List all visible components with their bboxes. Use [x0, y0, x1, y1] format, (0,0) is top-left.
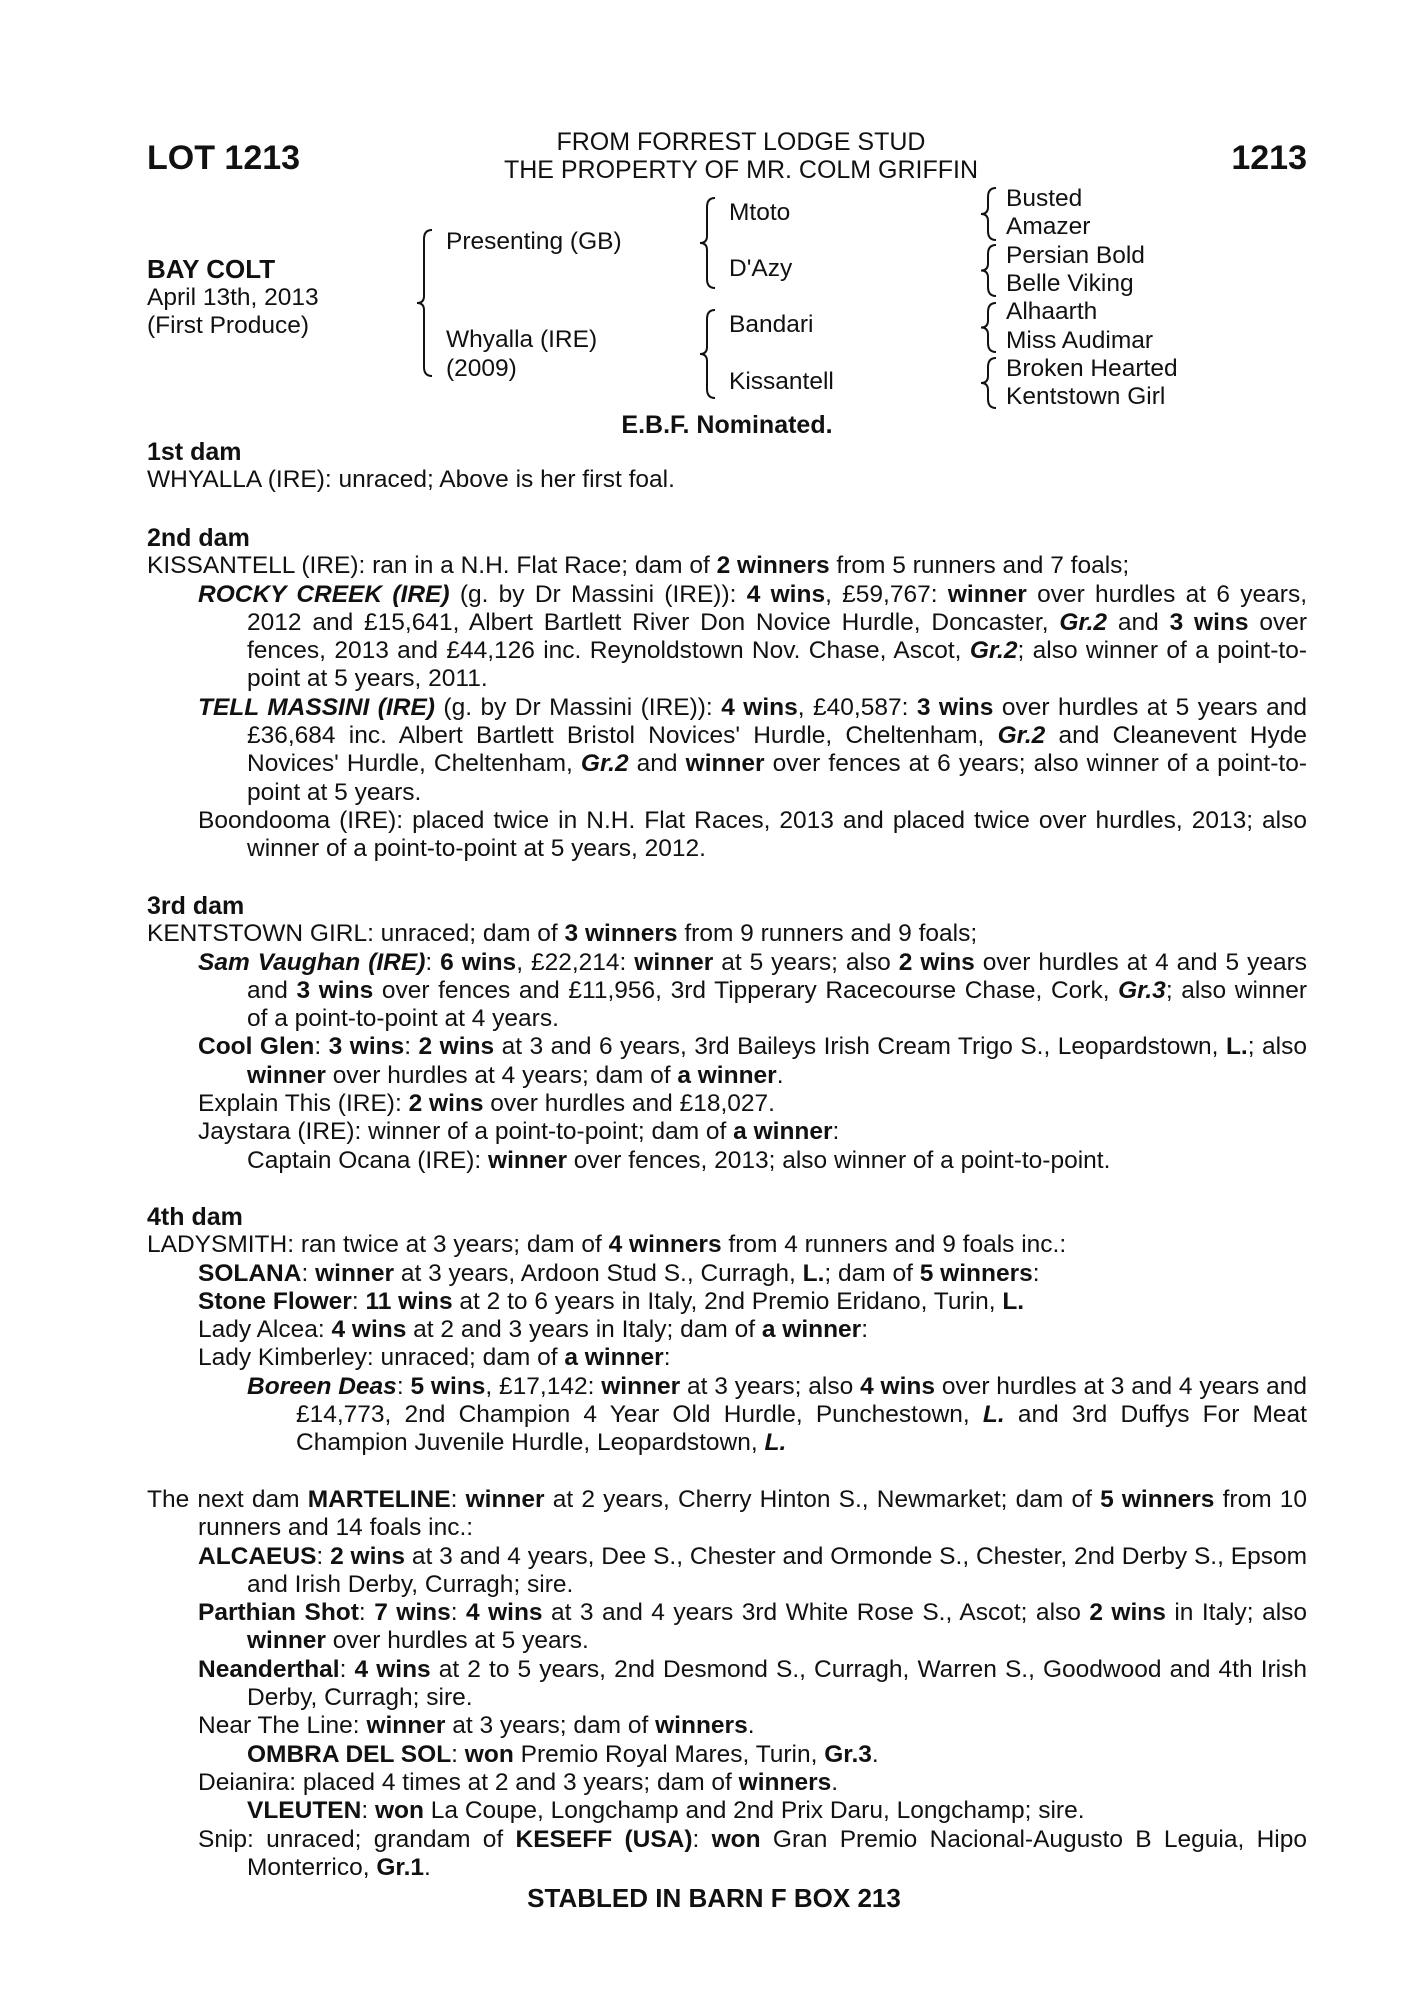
- pedigree-great-grandparent: Amazer: [1006, 213, 1091, 241]
- section-heading: 2nd dam: [147, 524, 250, 552]
- emphasis-text: winner: [601, 1372, 681, 1400]
- entry-text: and: [1107, 608, 1170, 636]
- progeny-entry: [147, 1797, 1307, 1825]
- pedigree-great-grandparent: Busted: [1006, 185, 1083, 212]
- section-heading: 3rd dam: [147, 892, 245, 920]
- entry-text: over hurdles at 4 years; dam of: [325, 1061, 678, 1089]
- entry-text: over fences at 6 years; also winner of a point-to-point at 5 years.: [247, 750, 1307, 806]
- progeny-entry: [147, 1656, 1307, 1713]
- entry-text: Snip: unraced; grandam of: [198, 1825, 516, 1853]
- entry-text: , £40,587:: [797, 693, 917, 721]
- horse-description: BAY COLT: [147, 254, 276, 284]
- emphasis-text: 2 wins: [1089, 1599, 1166, 1627]
- entry-text: :: [351, 1287, 366, 1315]
- progeny-entry: [147, 1826, 1307, 1883]
- entry-text: Lady Kimberley: unraced; dam of: [198, 1344, 565, 1372]
- entry-text: (g. by Dr Massini (IRE)):: [449, 580, 747, 608]
- pedigree-great-grandparent: Broken Hearted: [1006, 354, 1178, 382]
- emphasis-text: L.: [1225, 1033, 1248, 1061]
- emphasis-text: Gr.3: [824, 1740, 872, 1768]
- emphasis-text: 4 wins: [466, 1599, 543, 1627]
- entry-text: at 2 to 6 years in Italy, 2nd Premio Eridano, Turin,: [452, 1287, 1003, 1315]
- entry-text: at 3 years; dam of: [445, 1712, 656, 1740]
- emphasis-text: Gr.2: [969, 637, 1018, 665]
- progeny-entry: [147, 1316, 1307, 1344]
- entry-text: :: [339, 1655, 355, 1683]
- emphasis-text: won: [464, 1740, 514, 1768]
- emphasis-text: Boreen Deas: [247, 1372, 397, 1400]
- emphasis-text: winner: [247, 1627, 326, 1655]
- entry-text: WHYALLA (IRE): unraced; Above is her first foal.: [147, 466, 675, 494]
- emphasis-text: Neanderthal: [198, 1655, 340, 1683]
- progeny-entry: [147, 1344, 1307, 1372]
- emphasis-text: VLEUTEN: [247, 1797, 362, 1825]
- emphasis-text: 2 wins: [898, 948, 975, 976]
- emphasis-text: 3 wins: [916, 693, 994, 721]
- entry-text: in Italy; also: [1165, 1599, 1308, 1627]
- entry-text: over fences and £11,956, 3rd Tipperary Racecourse Chase, Cork,: [373, 976, 1119, 1004]
- entry-text: KISSANTELL (IRE): ran in a N.H. Flat Race; dam of: [147, 552, 717, 580]
- entry-text: Lady Alcea:: [198, 1316, 332, 1344]
- entry-text: at 2 to 5 years, 2nd Desmond S., Curragh, Warren S., Goodwood and 4th Irish Derby, Curragh; sire.: [247, 1655, 1307, 1712]
- emphasis-text: 2 wins: [330, 1542, 405, 1570]
- emphasis-text: 4 wins: [331, 1316, 407, 1344]
- emphasis-text: ALCAEUS: [198, 1542, 317, 1570]
- progeny-entry: [147, 1288, 1307, 1316]
- progeny-entry: [147, 1260, 1307, 1288]
- emphasis-text: Cool Glen: [198, 1033, 315, 1061]
- entry-text: at 3 and 4 years 3rd White Rose S., Ascot; also: [542, 1599, 1090, 1627]
- emphasis-text: L.: [802, 1259, 825, 1287]
- entry-text: from 9 runners and 9 foals;: [677, 920, 978, 948]
- emphasis-text: MARTELINE: [307, 1486, 451, 1513]
- entry-text: .: [776, 1061, 784, 1089]
- brace: [981, 188, 996, 240]
- emphasis-text: 3 wins: [1169, 608, 1249, 636]
- progeny-entry: [147, 1373, 1307, 1458]
- entry-text: , £59,767:: [825, 580, 948, 608]
- emphasis-text: winner: [366, 1712, 446, 1740]
- entry-text: at 3 and 4 years, Dee S., Chester and Ormonde S., Chester, 2nd Derby S., Epsom and Irish Derby, Curragh; sire.: [247, 1542, 1307, 1598]
- entry-text: over hurdles at 5 years.: [325, 1627, 589, 1655]
- stabling-info: STABLED IN BARN F BOX 213: [527, 1883, 901, 1913]
- progeny-entry: [147, 1090, 1307, 1118]
- entry-text: .: [424, 1853, 431, 1881]
- progeny-entry: [147, 1712, 1307, 1740]
- entry-text: :: [358, 1599, 375, 1627]
- emphasis-text: TELL MASSINI (IRE): [198, 693, 435, 721]
- entry-text: Jaystara (IRE): winner of a point-to-point; dam of: [198, 1118, 734, 1146]
- dam-section: [147, 1486, 1307, 1882]
- entry-text: Deianira: placed 4 times at 2 and 3 years; dam of: [198, 1768, 739, 1796]
- entry-text: from 5 runners and 7 foals;: [829, 552, 1130, 580]
- entry-text: :: [316, 1542, 331, 1570]
- dam-section: [147, 524, 1307, 864]
- emphasis-text: winners: [738, 1768, 832, 1796]
- emphasis-text: L.: [982, 1401, 1005, 1429]
- brace: [417, 230, 432, 376]
- progeny-entry: [147, 466, 1307, 494]
- entry-text: .: [747, 1712, 755, 1740]
- pedigree-grandparent: Mtoto: [729, 199, 791, 226]
- entry-text: :: [832, 1118, 840, 1146]
- emphasis-text: winner: [488, 1146, 567, 1174]
- progeny-entry: [147, 1741, 1307, 1769]
- pedigree-great-grandparent: Belle Viking: [1006, 269, 1134, 297]
- entry-text: , £22,214:: [516, 948, 635, 976]
- entry-text: :: [450, 1599, 466, 1627]
- emphasis-text: winner: [315, 1259, 395, 1287]
- pedigree-sire: Presenting (GB): [446, 228, 622, 255]
- emphasis-text: 5 winners: [919, 1259, 1033, 1287]
- emphasis-text: KESEFF (USA): [515, 1825, 693, 1853]
- emphasis-text: Sam Vaughan (IRE): [198, 948, 426, 976]
- consignor-line: FROM FORREST LODGE STUD: [556, 128, 926, 156]
- entry-text: :: [692, 1825, 712, 1853]
- emphasis-text: a winner: [564, 1344, 664, 1372]
- section-heading: 1st dam: [147, 438, 242, 466]
- lot-title: LOT 1213: [147, 139, 301, 177]
- entry-text: :: [404, 1033, 419, 1061]
- pedigree-dam-year: (2009): [446, 355, 517, 382]
- emphasis-text: 3 winners: [564, 920, 678, 948]
- entry-text: from 4 runners and 9 foals inc.:: [721, 1231, 1067, 1259]
- progeny-entry: [147, 807, 1307, 864]
- emphasis-text: a winner: [761, 1316, 862, 1344]
- entry-text: :: [396, 1372, 411, 1400]
- entry-text: Boondooma (IRE): placed twice in N.H. Flat Races, 2013 and placed twice over hurdles, 2013; also winner of a point-to-point at 5 years, 2012.: [198, 806, 1307, 863]
- entry-text: Near The Line:: [198, 1712, 367, 1740]
- emphasis-text: 3 wins: [328, 1033, 405, 1061]
- entry-text: KENTSTOWN GIRL: unraced; dam of: [147, 920, 565, 948]
- entry-text: :: [314, 1033, 329, 1061]
- emphasis-text: Stone Flower: [198, 1287, 352, 1315]
- emphasis-text: winner: [947, 580, 1027, 608]
- progeny-entry: [147, 581, 1307, 694]
- emphasis-text: 6 wins: [440, 948, 517, 976]
- emphasis-text: a winner: [677, 1061, 777, 1089]
- emphasis-text: winner: [685, 750, 765, 778]
- entry-text: :: [425, 948, 441, 976]
- entry-text: and: [628, 750, 686, 778]
- emphasis-text: SOLANA: [198, 1259, 302, 1287]
- entry-text: .: [831, 1768, 839, 1796]
- entry-text: ; also: [1247, 1033, 1307, 1061]
- lot-number: 1213: [1231, 139, 1307, 177]
- progeny-entry: [147, 1231, 1307, 1259]
- emphasis-text: 5 winners: [1100, 1486, 1215, 1513]
- dam-section: [147, 1203, 1307, 1458]
- entry-text: over hurdles at 4 and 5 years and: [247, 948, 1307, 1004]
- emphasis-text: 2 wins: [418, 1033, 495, 1061]
- entry-text: at 2 years, Cherry Hinton S., Newmarket; dam of: [544, 1486, 1101, 1513]
- emphasis-text: 2 winners: [716, 552, 830, 580]
- progeny-entry: [147, 1118, 1307, 1146]
- emphasis-text: 4 wins: [860, 1372, 935, 1400]
- emphasis-text: winners: [655, 1712, 748, 1740]
- entry-text: over hurdles at 6 years, 2012 and £15,641, Albert Bartlett River Don Novice Hurdle, Doncaster,: [247, 580, 1308, 636]
- emphasis-text: 4 wins: [746, 580, 826, 608]
- progeny-entry: [147, 1486, 1307, 1543]
- dam-section: [147, 892, 1307, 1175]
- entry-text: :: [301, 1259, 316, 1287]
- entry-text: at 3 years; also: [680, 1372, 861, 1400]
- entry-text: ; also winner of a point-to-point at 4 years.: [247, 976, 1307, 1033]
- progeny-entry: [147, 949, 1307, 1034]
- emphasis-text: ROCKY CREEK (IRE): [198, 580, 450, 608]
- entry-text: .: [871, 1740, 879, 1768]
- emphasis-text: won: [711, 1825, 761, 1853]
- emphasis-text: winner: [247, 1061, 326, 1089]
- emphasis-text: Gr.2: [1059, 608, 1108, 636]
- brace: [981, 303, 996, 352]
- entry-text: :: [451, 1740, 465, 1768]
- emphasis-text: L.: [1002, 1287, 1025, 1315]
- emphasis-text: 4 wins: [721, 693, 798, 721]
- foaling-date: April 13th, 2013: [147, 284, 319, 311]
- entry-text: :: [450, 1486, 466, 1513]
- emphasis-text: L.: [764, 1429, 787, 1457]
- progeny-entry: [147, 1769, 1307, 1797]
- pedigree-great-grandparent: Kentstown Girl: [1006, 383, 1166, 411]
- emphasis-text: OMBRA DEL SOL: [247, 1740, 452, 1768]
- pedigree-grandparent: Bandari: [729, 311, 814, 338]
- entry-text: at 3 years, Ardoon Stud S., Curragh,: [394, 1259, 803, 1287]
- emphasis-text: 4 wins: [354, 1655, 431, 1683]
- entry-text: :: [1032, 1259, 1040, 1287]
- emphasis-text: Gr.2: [580, 750, 629, 778]
- entry-text: ; dam of: [824, 1259, 920, 1287]
- progeny-entry: [147, 1599, 1307, 1656]
- entry-text: over fences, 2013 and £44,126 inc. Reynoldstown Nov. Chase, Ascot,: [247, 608, 1308, 665]
- entry-text: Premio Royal Mares, Turin,: [513, 1740, 825, 1768]
- emphasis-text: winner: [634, 948, 714, 976]
- brace: [700, 310, 715, 398]
- progeny-entry: [147, 1543, 1307, 1600]
- progeny-entry: [147, 694, 1307, 807]
- entry-text: over hurdles and £18,027.: [483, 1090, 775, 1118]
- entry-text: over hurdles at 5 years and £36,684 inc. Albert Bartlett Bristol Novices' Hurdle, Cheltenham,: [247, 693, 1307, 750]
- emphasis-text: won: [374, 1797, 424, 1825]
- emphasis-text: Gr.2: [997, 722, 1046, 750]
- pedigree-great-grandparent: Persian Bold: [1006, 241, 1145, 269]
- entry-text: :: [861, 1316, 869, 1344]
- pedigree-dam: Whyalla (IRE): [446, 326, 598, 353]
- entry-text: :: [361, 1797, 375, 1825]
- progeny-entry: [147, 1147, 1307, 1175]
- pedigree-great-grandparent: Miss Audimar: [1006, 326, 1154, 354]
- entry-text: The next dam: [147, 1486, 308, 1513]
- entry-text: (g. by Dr Massini (IRE)):: [434, 693, 722, 721]
- emphasis-text: Gr.1: [376, 1853, 425, 1881]
- emphasis-text: winner: [465, 1486, 545, 1513]
- emphasis-text: Gr.3: [1118, 976, 1166, 1004]
- entry-text: , £17,142:: [485, 1372, 602, 1400]
- emphasis-text: Parthian Shot: [198, 1599, 359, 1627]
- progeny-entry: [147, 552, 1307, 580]
- entry-text: LADYSMITH: ran twice at 3 years; dam of: [147, 1231, 609, 1259]
- emphasis-text: 2 wins: [408, 1090, 484, 1118]
- ebf-nomination: E.B.F. Nominated.: [621, 411, 833, 439]
- entry-text: ; also winner of a point-to-point at 5 years, 2011.: [247, 637, 1307, 693]
- brace: [981, 245, 996, 296]
- emphasis-text: 11 wins: [365, 1287, 453, 1315]
- entry-text: at 3 and 6 years, 3rd Baileys Irish Cream Trigo S., Leopardstown,: [494, 1033, 1226, 1061]
- entry-text: from 10 runners and 14 foals inc.:: [198, 1486, 1308, 1542]
- emphasis-text: a winner: [733, 1118, 833, 1146]
- entry-text: over hurdles at 3 and 4 years and £14,773, 2nd Champion 4 Year Old Hurdle, Punchestown,: [296, 1372, 1307, 1429]
- brace: [700, 198, 715, 288]
- entry-text: :: [663, 1344, 671, 1372]
- progeny-entry: [147, 1033, 1307, 1090]
- property-line: THE PROPERTY OF MR. COLM GRIFFIN: [503, 156, 979, 184]
- emphasis-text: 5 wins: [410, 1372, 486, 1400]
- pedigree-grandparent: Kissantell: [729, 368, 834, 395]
- pedigree-great-grandparent: Alhaarth: [1006, 298, 1098, 326]
- entry-text: La Coupe, Longchamp and 2nd Prix Daru, Longchamp; sire.: [423, 1797, 1085, 1825]
- entry-text: Explain This (IRE):: [198, 1090, 409, 1118]
- emphasis-text: 7 wins: [374, 1599, 451, 1627]
- dam-section: [147, 438, 1307, 495]
- entry-text: at 5 years; also: [713, 948, 899, 976]
- entry-text: Captain Ocana (IRE):: [247, 1146, 489, 1174]
- pedigree-grandparent: D'Azy: [729, 255, 793, 282]
- entry-text: at 2 and 3 years in Italy; dam of: [406, 1316, 762, 1344]
- entry-text: and 3rd Duffys For Meat Champion Juvenile Hurdle, Leopardstown,: [296, 1401, 1307, 1457]
- entry-text: and Cleanevent Hyde Novices' Hurdle, Cheltenham,: [247, 722, 1307, 778]
- entry-text: over fences, 2013; also winner of a point-to-point.: [567, 1146, 1111, 1174]
- progeny-entry: [147, 920, 1307, 948]
- section-heading: 4th dam: [147, 1203, 243, 1231]
- brace: [981, 358, 996, 408]
- emphasis-text: 4 winners: [608, 1231, 722, 1259]
- entry-text: Gran Premio Nacional-Augusto B Leguia, Hipo Monterrico,: [247, 1825, 1307, 1881]
- produce-note: (First Produce): [147, 312, 310, 339]
- emphasis-text: 3 wins: [296, 976, 374, 1004]
